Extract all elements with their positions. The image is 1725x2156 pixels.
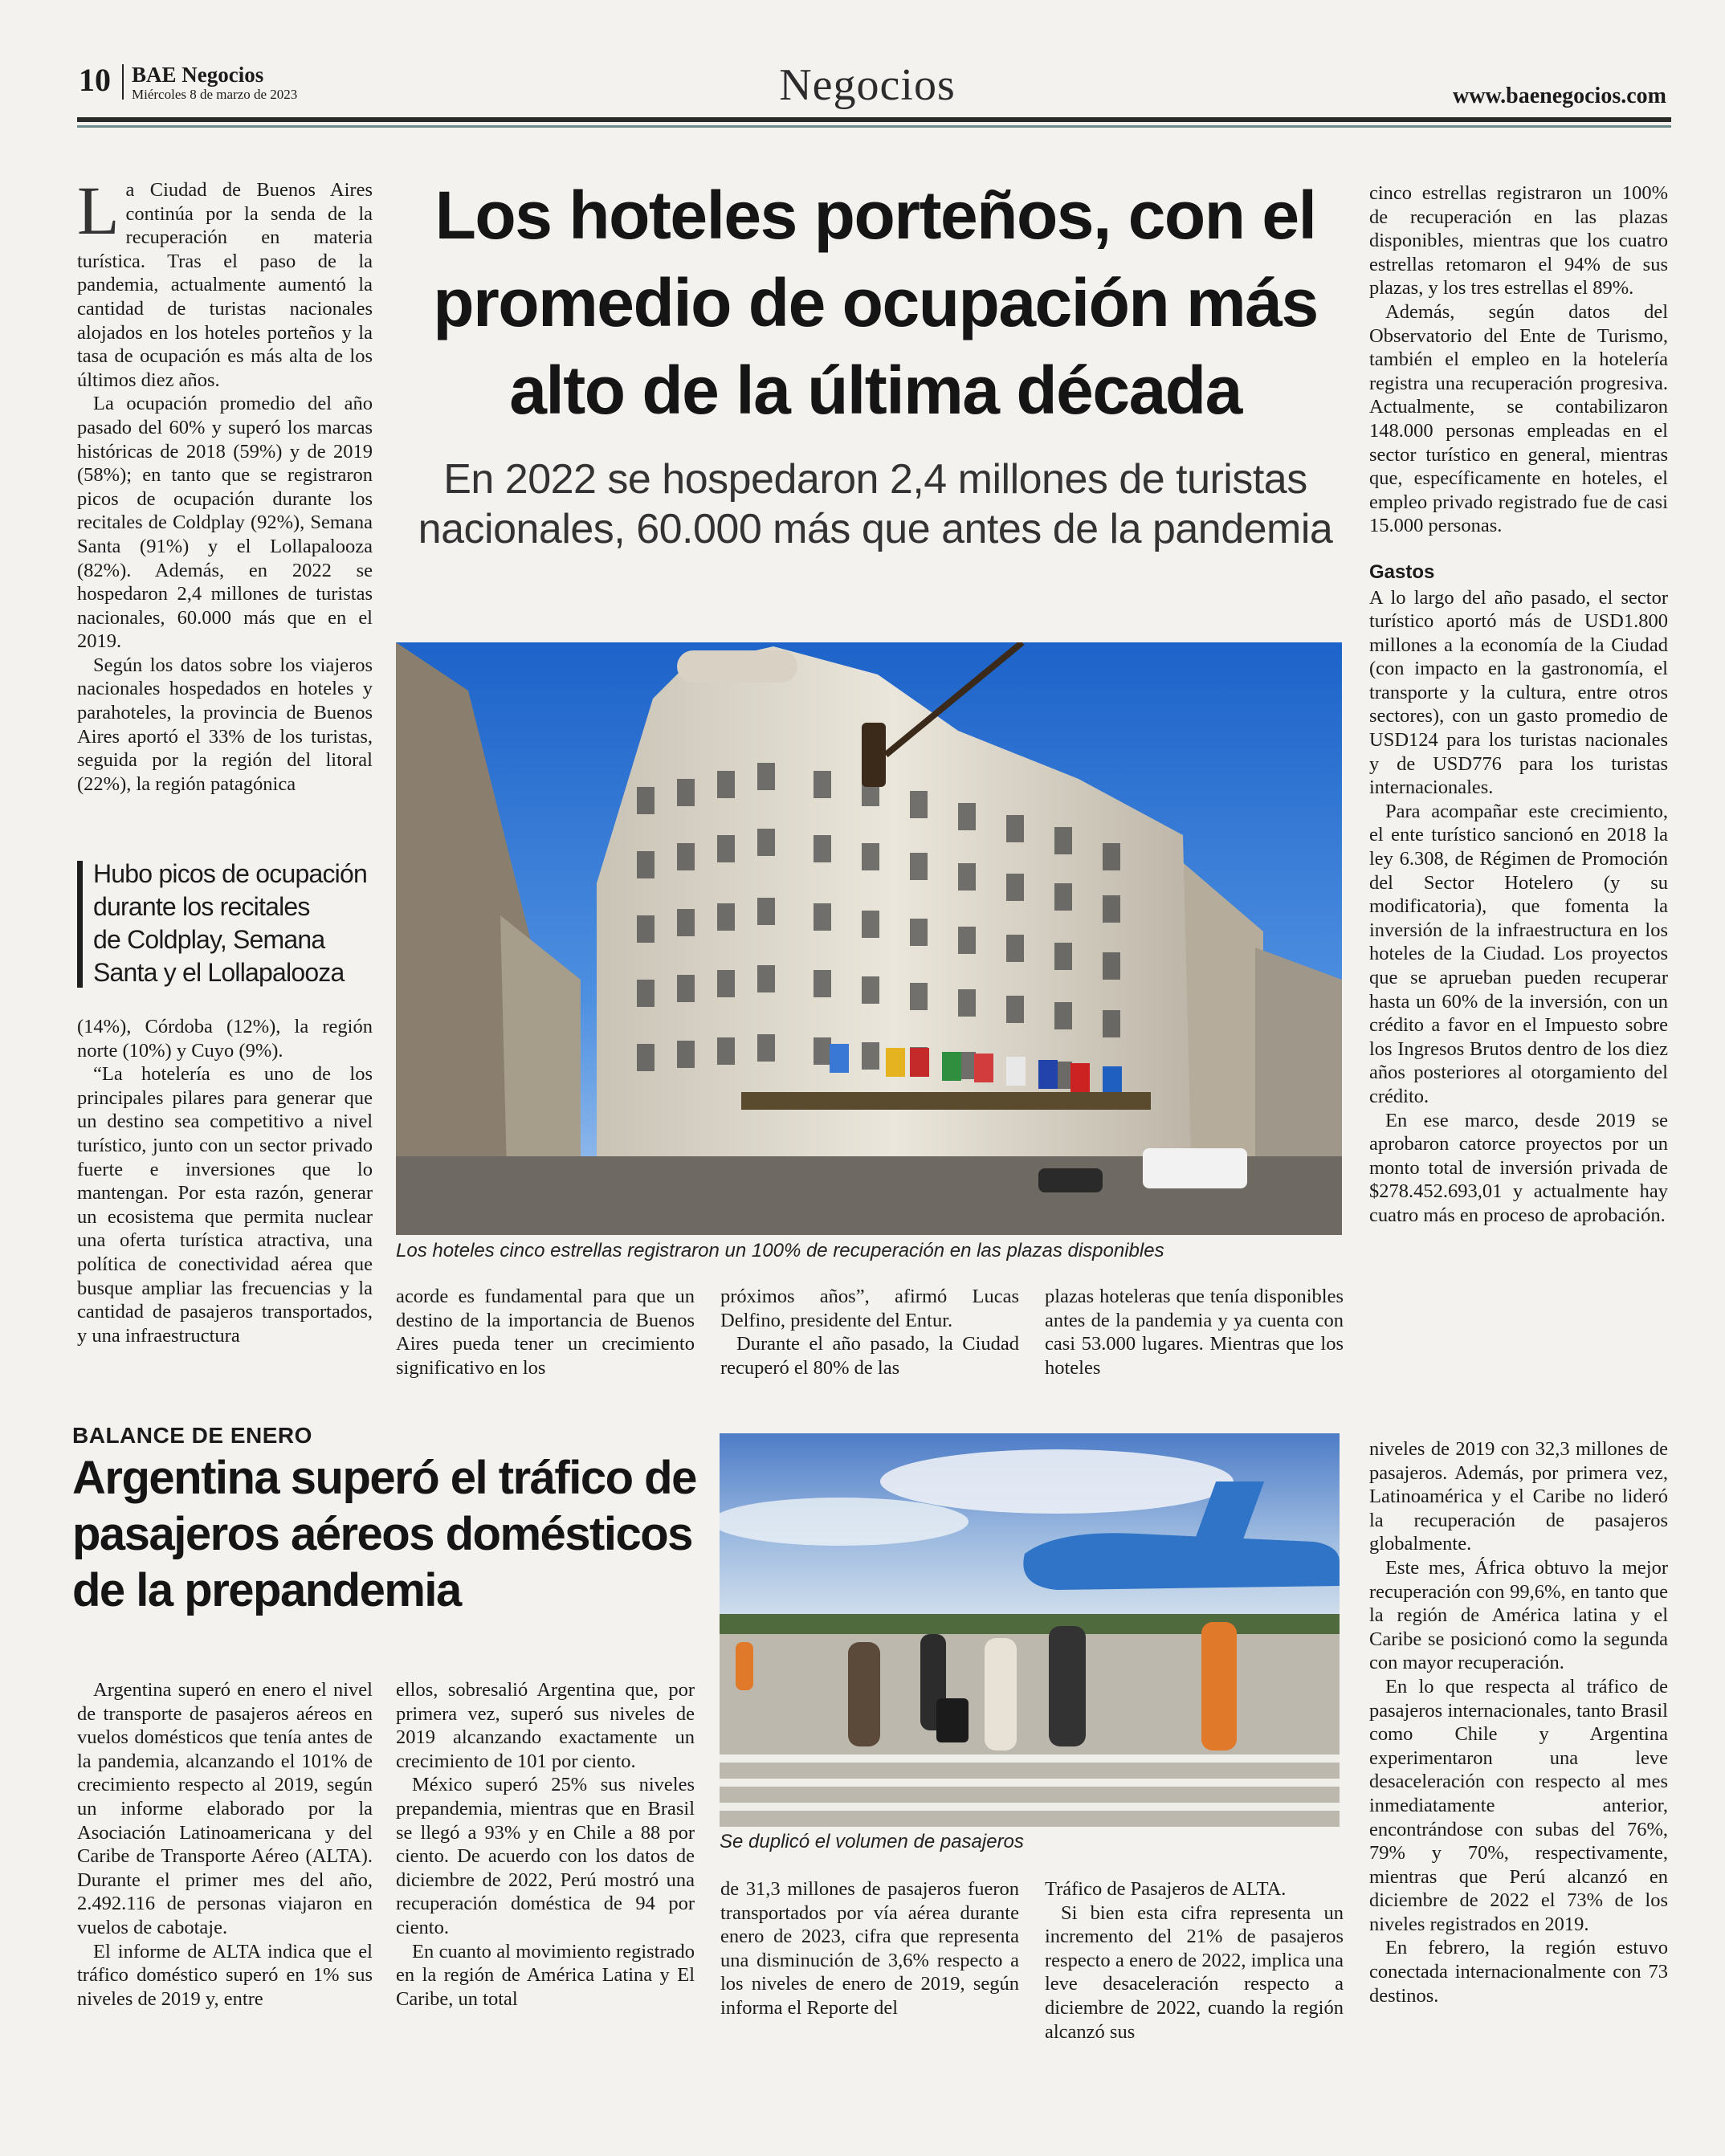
gastos-subhead: Gastos (1369, 560, 1435, 583)
article1-col1-bottom (77, 1015, 373, 1389)
subhead-line-2: nacionales, 60.000 más que antes de la pandemia (418, 506, 1333, 552)
header-rule (77, 117, 1671, 122)
article1-headline (394, 172, 1357, 434)
article1-col3-p2: Durante el año pasado, la Ciudad recuperó el 80% de las (720, 1333, 1019, 1379)
article2-right-col (1369, 1437, 1668, 2056)
article2-col1-p2: El informe de ALTA indica que el tráfico doméstico superó en 1% sus niveles de 2019 y, entre (77, 1940, 373, 2010)
page-number: 10 (79, 62, 111, 98)
cloud-2 (720, 1498, 969, 1546)
article1-col1-p5: “La hotelería es uno de los principales pilares para generar que un destino sea competitivo a nivel turístico, junto con un sector privado fuerte e inversiones que lo mantengan. Por esta razón, generar un ecosistema que permita nuclear una oferta turística atractiva, una política de conectividad aérea que busque ampliar las frecuencias y la cantidad de pasajeros transportados, y una infraestructura (77, 1063, 373, 1347)
article1-right-p5: En ese marco, desde 2019 se aprobaron catorce proyectos por un monto total de inversión privada de $278.452.693,01 y actualmente hay cuatro más en proceso de aprobación. (1369, 1109, 1668, 1226)
a2-headline-line-2: pasajeros aéreos domésticos (72, 1508, 692, 1560)
website-url[interactable]: www.baenegocios.com (1453, 84, 1666, 108)
article2-right-p2: Este mes, África obtuvo la mejor recuperación con 99,6%, en tanto que la región de América latina y el Caribe se posicionó como la segunda con mayor recuperación. (1369, 1556, 1668, 1674)
traffic-light (862, 723, 886, 787)
article1-right-p1: cinco estrellas registraron un 100% de recuperación en las plazas disponibles, mientras que los cuatro estrellas retomaron el 94% de sus plazas, y los tres estrellas el 89%. (1369, 182, 1668, 300)
article1-right-p3: A lo largo del año pasado, el sector turístico aportó más de USD1.800 millones a la economía de la Ciudad (con impacto en la gastronomía, el transporte y la cultura, entre otros sectores), con un gasto promedio de USD124 para los turistas nacionales y de USD776 para los turistas internacionales. (1369, 586, 1668, 799)
pullquote-line-2: durante los recitales (93, 892, 310, 921)
pullquote-line-4: Santa y el Lollapalooza (93, 958, 345, 987)
article2-right-p4: En febrero, la región estuvo conectada internacionalmente con 73 destinos. (1369, 1937, 1668, 2007)
publication-date: Miércoles 8 de marzo de 2023 (132, 87, 298, 102)
header-divider (122, 64, 124, 100)
article2-col4-p2: Si bien esta cifra representa un incremento del 21% de pasajeros respecto a enero de 2022, implica una leve desaceleración respecto a diciembre de 2022, cuando la región alcanzó sus (1045, 1901, 1344, 2043)
article2-col3-p1: de 31,3 millones de pasajeros fueron transportados por vía aérea durante enero de 2023, cifra que representa una disminución de 3,6% respecto a los niveles de enero de 2019, según informa el Reporte del (720, 1878, 1019, 2019)
article2-right-p1: niveles de 2019 con 32,3 millones de pasajeros. Además, por primera vez, Latinoamérica y el Caribe no lideró la recuperación de pasajeros globalmente. (1369, 1438, 1668, 1555)
article2-col2-p2: México superó 25% sus niveles prepandemia, mientras que en Brasil se llegó a 93% y en Chile a 88 por ciento. De acuerdo con los datos de diciembre de 2022, Perú mostró una recuperación doméstica de 94 por ciento. (396, 1774, 695, 1938)
article2-col1 (77, 1678, 373, 2056)
taxi (1038, 1168, 1103, 1192)
airport-photo-caption: Se duplicó el volumen de pasajeros (720, 1831, 1024, 1852)
airport-photo (720, 1433, 1340, 1827)
awning (741, 1092, 1151, 1110)
section-title: Negocios (779, 60, 956, 110)
headline-line-2: promedio de ocupación más (433, 265, 1318, 340)
publication-name: BAE Negocios (132, 63, 264, 87)
article1-col3 (720, 1285, 1019, 1384)
hotel-dome (677, 650, 797, 683)
article1-col1-p2: La ocupación promedio del año pasado del 60% y superó los marcas históricas de 2018 (59%) y de 2019 (58%); en tanto que se registraron picos de ocupación durante los recitales de Coldplay (92%), Semana Santa (91%) y el Lollapalooza (82%). Además, en 2022 se hospedaron 2,4 millones de turistas nacionales, 60.000 más que en el 2019. (77, 393, 373, 653)
article2-col4-p1: Tráfico de Pasajeros de ALTA. (1045, 1878, 1287, 1900)
headline-line-1: Los hoteles porteños, con el (434, 177, 1316, 253)
hotel-photo (396, 642, 1342, 1235)
article2-right-p3: En lo que respecta al tráfico de pasajeros internacionales, tanto Brasil como Chile y Argentina experimentaron una leve desaceleración con respecto al mes inmediatamente anterior, encontrándose con subas del 76%, 79% y 70%, respectivamente, mientras que Perú alcanzó en diciembre de 2022 el 73% de los niveles registrados en 2019. (1369, 1675, 1668, 1935)
pullquote-line-1: Hubo picos de ocupación (93, 859, 367, 888)
airplane (1023, 1533, 1340, 1590)
a2-headline-line-1: Argentina superó el tráfico de (72, 1452, 696, 1504)
article1-col4 (1045, 1285, 1344, 1384)
article2-col1-p1: Argentina superó en enero el nivel de transporte de pasajeros aéreos en vuelos domésticos que tenía antes de la pandemia, alcanzando el 101% de crecimiento respecto al 2019, según un informe elaborado por la Asociación Latinoamericana y del Caribe de Transporte Aéreo (ALTA). Durante el primer mes del año, 2.492.116 de personas viajaron en vuelos de cabotaje. (77, 1679, 373, 1938)
dropcap: L (77, 178, 120, 249)
subhead-line-1: En 2022 se hospedaron 2,4 millones de turistas (443, 456, 1307, 503)
pullquote-bar (77, 861, 83, 988)
pullquote (93, 858, 382, 989)
article1-col3-p1: próximos años”, afirmó Lucas Delfino, presidente del Entur. (720, 1286, 1019, 1331)
headline-line-3: alto de la última década (509, 353, 1242, 428)
article1-col4-p1: plazas hoteleras que tenía disponibles antes de la pandemia y ya cuenta con casi 53.000 lugares. Mientras que los hoteles (1045, 1286, 1344, 1379)
article1-right-col (1369, 181, 1668, 1388)
article1-col2 (396, 1285, 695, 1384)
article2-kicker: BALANCE DE ENERO (72, 1423, 312, 1448)
article1-right-p4: Para acompañar este crecimiento, el ente turístico sancionó en 2018 la ley 6.308, de Régimen de Promoción del Sector Hotelero (y su modificatoria), que fomenta la inversión de la infraestructura en los hoteles de la Ciudad. Los proyectos que se aprueban pueden recuperar hasta un 60% de la inversión, con un crédito a favor en el Impuesto sobre los Ingresos Brutos dentro de los diez años posteriores al otorgamiento del crédito. (1369, 800, 1668, 1107)
article2-headline (72, 1450, 707, 1619)
article2-col2 (396, 1678, 695, 2056)
article1-right-p2: Además, según datos del Observatorio del Ente de Turismo, también el empleo en la hotelería registra una recuperación progresiva. Actualmente, se contabilizaron 148.000 personas empleadas en el sector turístico en general, mientras que, específicamente en hoteles, el empleo privado registrado fue de casi 15.000 personas. (1369, 300, 1668, 537)
article2-col2-p3: En cuanto al movimiento registrado en la región de América Latina y El Caribe, un total (396, 1940, 695, 2010)
article1-col2-p1: acorde es fundamental para que un destino de la importancia de Buenos Aires pueda tener un crecimiento significativo en los (396, 1286, 695, 1379)
article1-col1-top (77, 178, 373, 850)
cloud (880, 1449, 1234, 1514)
article2-col2-p1: ellos, sobresalió Argentina que, por primera vez, superó sus niveles de 2019 alcanzando exactamente un crecimiento de 101 por ciento. (396, 1679, 695, 1772)
article2-col4 (1045, 1877, 1344, 2056)
article1-subhead (394, 454, 1357, 554)
article1-col1-p3: Según los datos sobre los viajeros nacionales hospedados en hoteles y parahoteles, la provincia de Buenos Aires aportó el 33% de los turistas, seguida por la región del litoral (22%), la región patagónica (77, 654, 373, 795)
article2-col3 (720, 1877, 1019, 2056)
header-rule-thin (77, 125, 1671, 128)
hotel-photo-caption: Los hoteles cinco estrellas registraron un 100% de recuperación en las plazas disponibles (396, 1240, 1164, 1261)
tarmac (720, 1634, 1340, 1827)
article1-col1-p4: (14%), Córdoba (12%), la región norte (10%) y Cuyo (9%). (77, 1016, 373, 1062)
pullquote-line-3: de Coldplay, Semana (93, 925, 325, 954)
a2-headline-line-3: de la prepandemia (72, 1564, 461, 1616)
van (1143, 1148, 1247, 1188)
article1-lead: a Ciudad de Buenos Aires continúa por la senda de la recuperación en materia turística. Tras el paso de la pandemia, actualmente aumentó la cantidad de turistas nacionales alojados en los hoteles porteños y la tasa de ocupación es más alta de los últimos diez años. (77, 179, 373, 391)
